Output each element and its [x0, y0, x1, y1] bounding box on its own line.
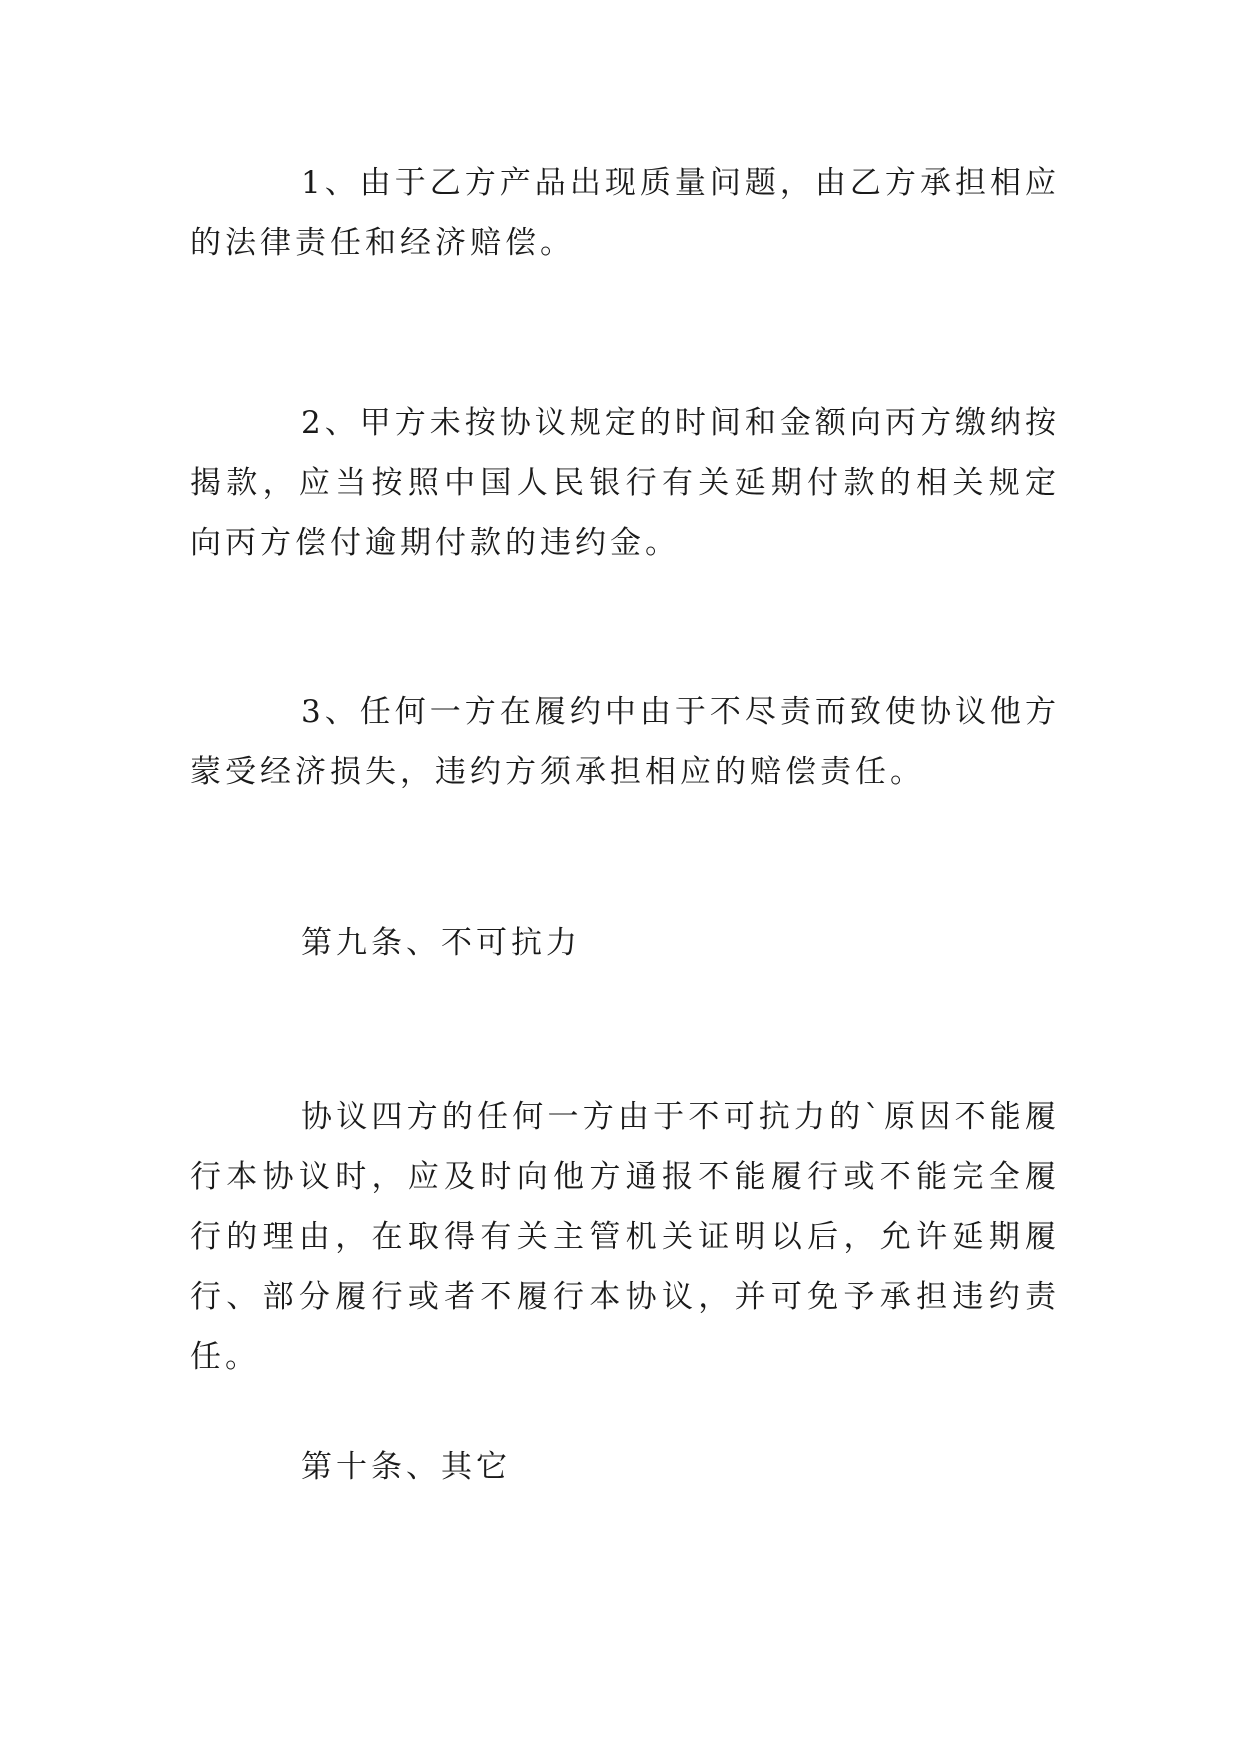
clause-paragraph-3: 3、任何一方在履约中由于不尽责而致使协议他方蒙受经济损失，违约方须承担相应的赔偿责任。	[190, 694, 1060, 790]
clause-paragraph-2: 2、甲方未按协议规定的时间和金额向丙方缴纳按揭款，应当按照中国人民银行有关延期付款的相关规定向丙方偿付逾期付款的违约金。	[190, 405, 1060, 561]
article-10-heading: 第十条、其它	[301, 1449, 511, 1485]
clause-paragraph-1: 1、由于乙方产品出现质量问题，由乙方承担相应的法律责任和经济赔偿。	[190, 165, 1060, 261]
article-9-body: 协议四方的任何一方由于不可抗力的`原因不能履行本协议时，应及时向他方通报不能履行或不能完全履行的理由，在取得有关主管机关证明以后，允许延期履行、部分履行或者不履行本协议，并可免予承担违约责任。	[190, 1099, 1060, 1375]
article-9-heading: 第九条、不可抗力	[301, 925, 581, 961]
